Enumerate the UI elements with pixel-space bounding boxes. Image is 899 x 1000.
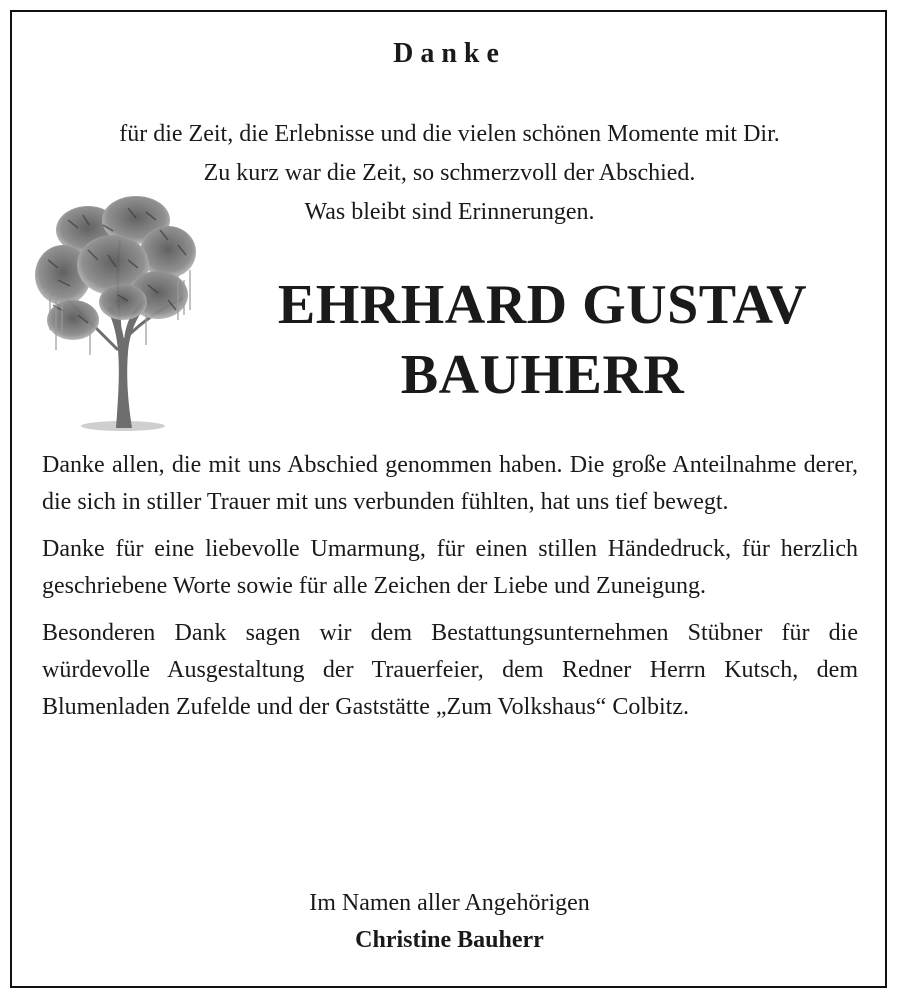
thanks-body bbox=[42, 447, 858, 736]
intro-line: Zu kurz war die Zeit, so schmerzvoll der Abschied. bbox=[203, 160, 696, 186]
intro-line: für die Zeit, die Erlebnisse und die vielen schönen Momente mit Dir. bbox=[119, 121, 780, 147]
deceased-name bbox=[210, 270, 875, 410]
heading-danke: Danke bbox=[393, 38, 506, 69]
paragraph: Danke für eine liebevolle Umarmung, für einen stillen Händedruck, für herzlich geschriebene Worte sowie für alle Zeichen der Liebe und Zuneigung. bbox=[42, 536, 858, 599]
intro-line: Was bleibt sind Erinnerungen. bbox=[304, 199, 595, 225]
name-line-2: BAUHERR bbox=[400, 344, 685, 406]
paragraph: Danke allen, die mit uns Abschied genommen haben. Die große Anteilnahme derer, die sich in stiller Trauer mit uns verbunden fühlten, hat uns tief bewegt. bbox=[42, 452, 858, 515]
closing-block bbox=[0, 885, 899, 959]
signature: Christine Bauherr bbox=[355, 927, 544, 953]
paragraph: Besonderen Dank sagen wir dem Bestattungsunternehmen Stübner für die würdevolle Ausgestaltung der Trauerfeier, dem Redner Herrn Kutsch, dem Blumenladen Zufelde und der Gaststätte „Zum Volkshaus“ Colbitz. bbox=[42, 620, 858, 720]
name-line-1: EHRHARD GUSTAV bbox=[277, 274, 808, 336]
tree-icon bbox=[28, 190, 203, 435]
closing-line: Im Namen aller Angehörigen bbox=[309, 890, 590, 916]
